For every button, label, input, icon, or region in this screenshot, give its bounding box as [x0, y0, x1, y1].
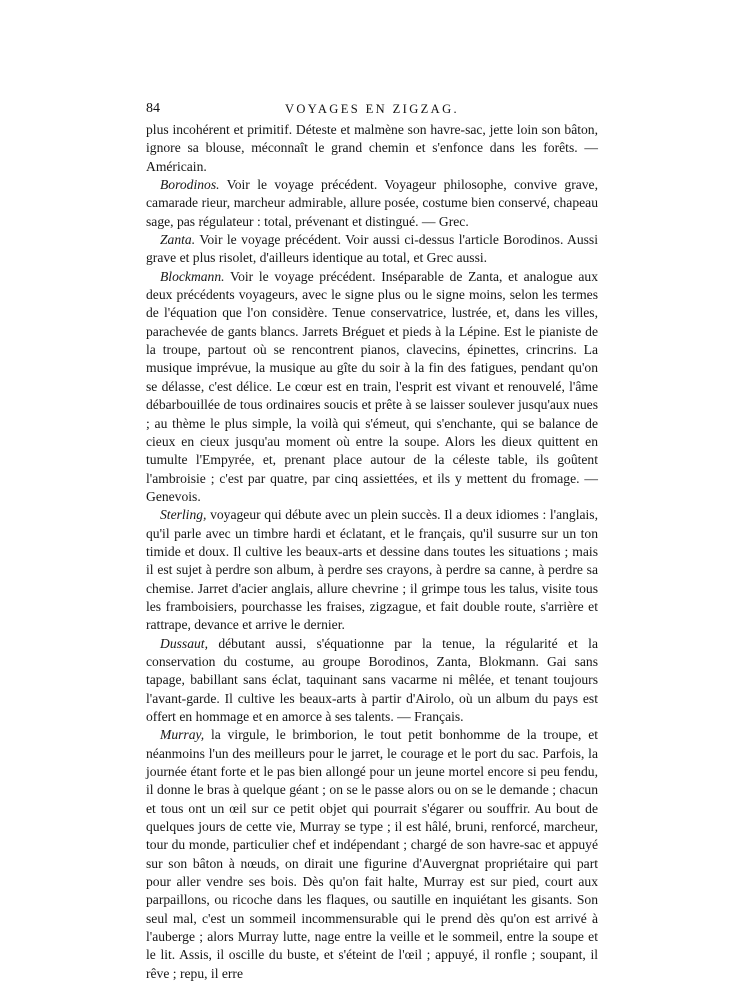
character-name: Sterling,	[160, 507, 207, 523]
character-name: Blockmann.	[160, 268, 225, 284]
character-name: Dussaut,	[160, 635, 208, 651]
paragraph-text: Voir le voyage précédent. Voir aussi ci-dessus l'article Borodinos. Aussi grave et plus risolet, d'ailleurs identique au total, et Grec aussi.	[146, 232, 598, 266]
paragraph-murray	[146, 726, 598, 983]
body-text	[146, 121, 598, 983]
paragraph-text: débutant aussi, s'équationne par la tenue, la régularité et la conservation du costume, au groupe Borodinos, Zanta, Blokmann. Gai sans tapage, babillant sans éclat, taquinant sans vacarme ni mêlée, et tenant toujours l'avant-garde. Il cultive les beaux-arts à partir d'Airolo, où un album du pays est offert en hommage et en amorce à ses talents. — Français.	[146, 635, 598, 724]
page-number: 84	[146, 101, 160, 116]
paragraph-text: Voir le voyage précédent. Voyageur philosophe, convive grave, camarade rieur, marcheur admirable, allure posée, costume bien conservé, chapeau sage, pas régulateur : total, prévenant et distingué. — Grec.	[146, 177, 598, 229]
paragraph-american	[146, 121, 598, 176]
paragraph-text: Voir le voyage précédent. Inséparable de Zanta, et analogue aux deux précédents voyageurs, avec le signe plus ou le signe moins, selon les termes de l'équation que l'on considère. Tenue conservatrice, lustrée, et, dans les villes, parachevée de gants blancs. Jarrets Bréguet et pieds à la Lépine. Est le pianiste de la troupe, partout où se rencontrent pianos, clavecins, épinettes, crincrins. La musique imprévue, la musique au gîte du soir à la fin des fatigues, pendant qu'on se délasse, c'est délice. Le cœur est en train, l'esprit est vivant et renouvelé, l'âme débarbouillée de tous ordinaires soucis et prête à se laisser soulever jusqu'aux nues ; au thème le plus simple, la voilà qui s'émeut, qui s'enchante, qui se balance de cieux en cieux jusqu'au moment où entre la soupe. Alors les dieux quittent en tumulte l'Empyrée, et, prenant place autour de la céleste table, ils goûtent l'ambroisie ; c'est par quatre, par cinq assiettées, et ils y mettent du fromage. — Genevois.	[146, 268, 598, 504]
character-name: Murray,	[160, 727, 205, 743]
character-name: Borodinos.	[160, 177, 220, 193]
character-name: Zanta.	[160, 232, 196, 248]
paragraph-blockmann	[146, 268, 598, 506]
paragraph-borodinos	[146, 176, 598, 231]
paragraph-text: voyageur qui débute avec un plein succès. Il a deux idiomes : l'anglais, qu'il parle avec un timbre hardi et éclatant, et le français, qu'il susurre sur un ton timide et doux. Il cultive les beaux-arts et dessine dans toutes les situations ; mais il est sujet à perdre son album, à perdre ses crayons, à perdre sa canne, à perdre sa chemise. Jarret d'acier anglais, allure chevrine ; il grimpe tous les talus, visite tous les framboisiers, pourchasse les fraises, zigzague, et fait double route, s'arrière et rattrape, devance et arrive le dernier.	[146, 507, 598, 633]
paragraph-sterling	[146, 506, 598, 634]
paragraph-zanta	[146, 231, 598, 268]
running-head: VOYAGES EN ZIGZAG.	[284, 102, 460, 116]
paragraph-text: la virgule, le brimborion, le tout petit bonhomme de la troupe, et néanmoins l'un des meilleurs pour le jarret, le courage et le port du sac. Parfois, la journée étant forte et le pas bien allongé pour un jeune mortel encore si peu fendu, il donne le bras à quelque géant ; on se le passe alors ou on se le demande ; chacun et tous ont un œil sur ce petit objet qui pourrait s'égarer ou souffrir. Au bout de quelques jours de cette vie, Murray se type ; il est hâlé, bruni, renforcé, marcheur, tour du monde, particulier chef et indépendant ; chargé de son havre-sac et appuyé sur son bâton à nœuds, on dirait une figurine d'Auvergnat propriétaire qui part pour aller vendre ses bois. Dès qu'on fait halte, Murray est sur pied, court aux parpaillons, ou ricoche dans les flaques, ou sautille en inquiétant les gisants. Son seul mal, c'est un sommeil incommensurable qui le prend dès qu'on est arrivé à l'auberge ; alors Murray lutte, nage entre la veille et le sommeil, entre la soupe et le lit. Assis, il oscille du buste, et s'éteint de l'œil ; appuyé, il ronfle ; soupant, il rêve ; repu, il erre	[146, 727, 598, 981]
paragraph-dussaut	[146, 635, 598, 727]
paragraph-text: plus incohérent et primitif. Déteste et malmène son havre-sac, jette loin son bâton, ignore sa blouse, méconnaît le grand chemin et s'enfonce dans les forêts. — Américain.	[146, 122, 598, 174]
page-header	[146, 100, 598, 118]
